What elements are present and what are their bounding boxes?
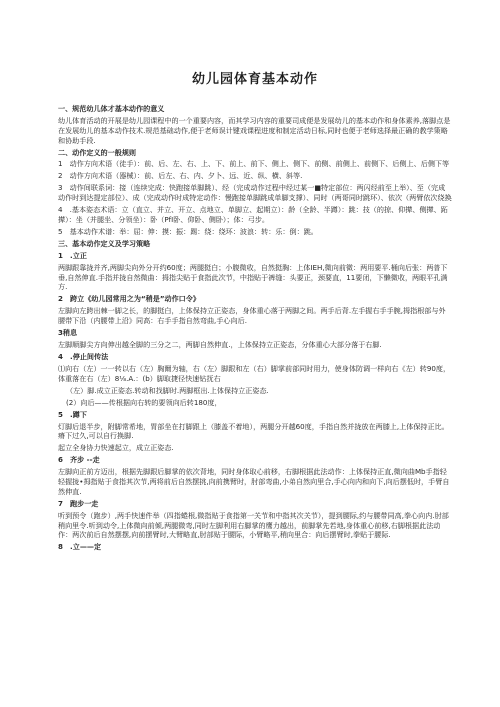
body-paragraph: 两脚跟靠拢并齐,两脚尖向外分开约60度；两腿挺白；小腹微收，自然挺胸：上体IEH,微向前微：两用要平.桶向后张：两普下垂,自然伸直.手指并拢自然微曲：拇指尖贴于食指此次节，中指贴于裤缝：头要正，颈要直，11要闭，下懒微收，两眼平孔满方. [58,262,448,292]
section-heading: 2 跨立《幼儿园常用之为“稍是”动作口令》 [58,294,200,304]
body-paragraph: 灯脚后退半步，附脚常希地，胃部坐在打脚跟上（膝盖不着地），两腿分开越60度，手指自然并拢放在两膝上,上体保持正比。瘠下过久,可以自行换脚. [58,421,449,441]
body-paragraph: （左）脚.成立正姿态.转动和找脚时.两脚框出.上体保持立正姿态. [66,385,269,395]
section-heading: 三、基本动作定义及学习策略 [58,238,151,248]
section-heading: 二、动作定义的一般规则 [58,147,137,157]
body-paragraph: 4 .基本姿态术语：立（直立、并立、开立、点地立、单脚立、起期立）：龄（全龄、半蹲）：跳：技（的掠、仰撵、侧撵、跖撵）：坐（并腿坐、分领坐）：卧（PfI卧、仰卧、侧卧）；体：弓步。 [58,205,448,224]
body-paragraph: 左脚向正前方迈出，根据先脚跟后脚掌的依次背地，同时身体取心前移，右脚根据此法动作：上体保持正直,微向曲Mb手指轻轻握拢•拇指贴于食指其次节,两将前后自然摆挑,向前携臂时，肘部弯曲,小弟自然向里合,手心向内和向下,向后摆低时，手臂自然伸直. [58,467,450,496]
body-paragraph: 幼儿体育活动的开展是幼儿园课程中的一个重要内容，而其学习内容的重要司成便是发展幼儿的基本动作和身体素养,落脚点是在发展幼儿的基本动作技术.规范基础动作,便于老师误计键戏课程进度和制定活动日标,同时也便于老师选择最正确的教学策略和协助手段. [58,115,451,145]
body-paragraph: 2 动作方向术语（器械）：前、后左、右、内、夕卜、远、近、纵、横、斜等. [58,171,303,181]
document-body [58,104,452,552]
section-heading: 8 .立——定 [58,542,102,552]
body-paragraph: 起立全身协力快速起立，成立正姿态. [58,443,174,453]
section-heading: 4 .停止间传法 [58,352,109,361]
section-heading: 3稍息 [58,328,78,338]
body-paragraph: 左脚向左跨出棘一脚之长，的脚挺白，上体保持立正姿态，身体重心落于两脚之间。两手后背.左手握右手手腕,拇指根部与外腰带下沿（内腰带上沿》同高：右手手指自然弯曲,手心向后. [58,306,446,326]
body-paragraph: ⑴向右（左）一一转以右（左）胸爾为轴，右（左）脚跟和左（右）脚掌前部同时用力，使身体防调一样向右《左）转90度，体重落在右（左）8⅛.A.：(b）脚取捷径快速钻抚右 [58,363,451,383]
section-heading: 5 .蹲下 [58,409,87,419]
body-paragraph: 3 动作间联系词：接（连续完成：快跑接单脚跳）、经（完成动作过程中经过某一■特定部位：两闪经前至上举）、至（完成动作时到达提定部位）、成（完成动作时成特定动作：慢跑接单脚跳成单脚支撑）、同时（两哥同时跳环）、依次（两臂依次绕换 [58,183,452,203]
body-paragraph: 1 动作方向术语（徒手）：前、后、左、右、上、下、前上、前下、侧上、侧下、前侧、前侧上、前侧下、后侧上、后侧下等 [58,159,450,169]
section-heading: 一、规范幼儿体才基本动作的意义 [58,104,165,113]
body-paragraph: 听到预令（跑步）,两手快速件举（四指蜷根,微指贴于食指第一关节和中指其次关节），提到腰际,约与腰带同高,拳心向内.肘部稍向里令.听到动令,上体微向前倾,两腿微弯,同时左脚利用右脚掌的鹰力越出，前脚掌先若地,身体重心前移,右脚根据此法动作：两次前后自然摆摆,向前摆臂时,大臂略直,肘部贴于腰际，小臂略平,稍向里合：向后摆臂时,拳贴于腰际. [58,510,449,540]
body-paragraph: 5 基本动作术谱：举：屈：伸：摸：振：踢：绕：绕环：波浪：转：乐：倒：跳。 [58,226,318,236]
document-title: 幼儿园体育基本动作 [191,72,318,87]
section-heading: 7 跑步一走 [58,498,99,508]
section-heading: 6 齐步 --走 [58,455,100,465]
body-paragraph: 左脚顺脚尖方向伸出越全脚的三分之二，两脚自然伸直.，上体保持立正姿态，分体重心大部分落于右脚. [58,340,382,350]
section-heading: 1 .立正 [58,250,87,260]
body-paragraph: (2）向后——传根据向右转的要领向后转180度， [66,397,222,407]
